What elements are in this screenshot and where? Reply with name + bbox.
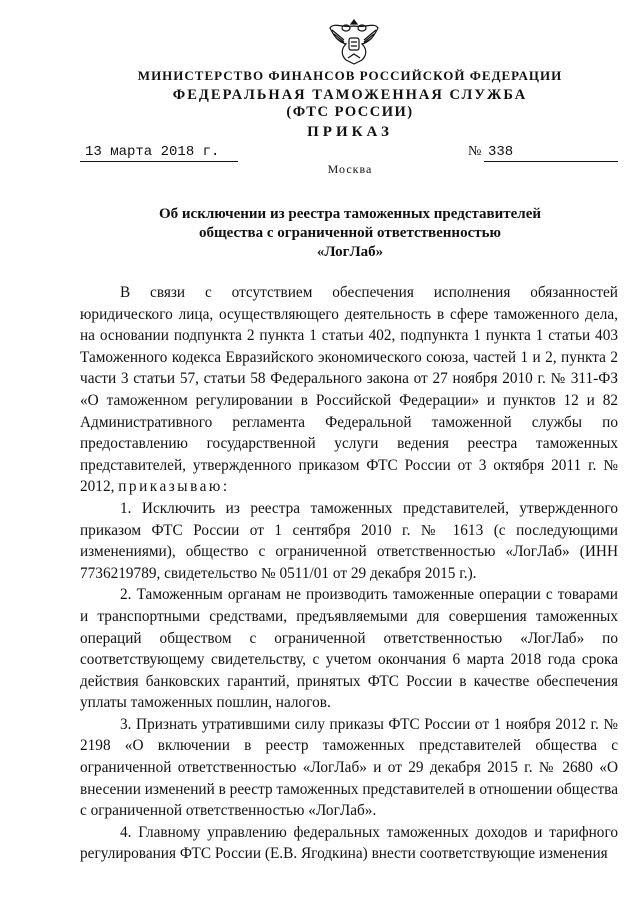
paragraph-1: 1. Исключить из реестра таможенных представителей, утвержденного приказом ФТС России от 1 сентября 2010 г. № 1613 (с последующими изменениями), общество с ограниченной ответственностью «ЛогЛаб» (ИНН 7736219789, свидетельство № 0511/01 от 29 декабря 2015 г.). xyxy=(80,499,618,582)
coat-of-arms-icon xyxy=(324,14,384,68)
order-keyword: приказываю: xyxy=(118,478,230,496)
order-title xyxy=(130,205,570,262)
order-date: 13 марта 2018 г. xyxy=(85,144,220,160)
ministry-name: МИНИСТЕРСТВО ФИНАНСОВ РОССИЙСКОЙ ФЕДЕРАЦИИ xyxy=(137,68,563,83)
paragraph-2: 2. Таможенным органам не производить таможенные операции с товарами и транспортными средствами, предъявляемыми для совершения таможенных операций обществом с ограниченной ответственностью «ЛогЛаб» по соответствующему свидетельству, с учетом окончания 6 марта 2018 года срока действия банковских гарантий, принятых ФТС России в качестве обеспечения уплаты таможенных пошлин, налогов. xyxy=(80,586,618,712)
order-number: 338 xyxy=(488,144,514,160)
paragraph-3: 3. Признать утратившими силу приказы ФТС России от 1 ноября 2012 г. № 2198 «О включении в реестр таможенных представителей общества с ограниченной ответственностью «ЛогЛаб» и от 29 декабря 2015 г. № 2680 «О внесении изменений в реестр таможенных представителей в отношении общества с ограниченной ответственностью «ЛогЛаб». xyxy=(80,715,618,820)
service-short-name: (ФТС РОССИИ) xyxy=(286,104,414,120)
title-line-2: общества с ограниченной ответственностью xyxy=(199,225,501,241)
city: Москва xyxy=(327,162,373,176)
title-line-1: Об исключении из реестра таможенных представителей xyxy=(158,206,542,222)
order-body xyxy=(80,282,618,865)
document-type: ПРИКАЗ xyxy=(307,124,393,140)
order-number-sign: № xyxy=(468,144,482,159)
intro-text: В связи с отсутствием обеспечения исполнения обязанностей юридического лица, осуществляющего деятельность в сфере таможенного дела, на основании подпункта 2 пункта 1 статьи 402, подпункта 1 пункта 1 статьи 403 Таможенного кодекса Евразийского экономического союза, частей 1 и 2, пункта 2 части 3 статьи 57, статьи 58 Федерального закона от 27 ноября 2010 г. № 311-ФЗ «О таможенном регулировании в Российской Федерации» и пунктов 12 и 82 Административного регламента Федеральной таможенной службы по предоставлению государственной услуги ведения реестра таможенных представителей, утвержденного приказом ФТС России от 3 октября 2011 г. № 2012, xyxy=(80,284,618,496)
intro-paragraph xyxy=(80,282,618,498)
paragraph-4: 4. Главному управлению федеральных таможенных доходов и тарифного регулирования ФТС России (Е.В. Ягодкина) внести соответствующие изменения xyxy=(80,823,618,863)
title-line-3: «ЛогЛаб» xyxy=(316,244,384,260)
service-name: ФЕДЕРАЛЬНАЯ ТАМОЖЕННАЯ СЛУЖБА xyxy=(172,87,528,103)
